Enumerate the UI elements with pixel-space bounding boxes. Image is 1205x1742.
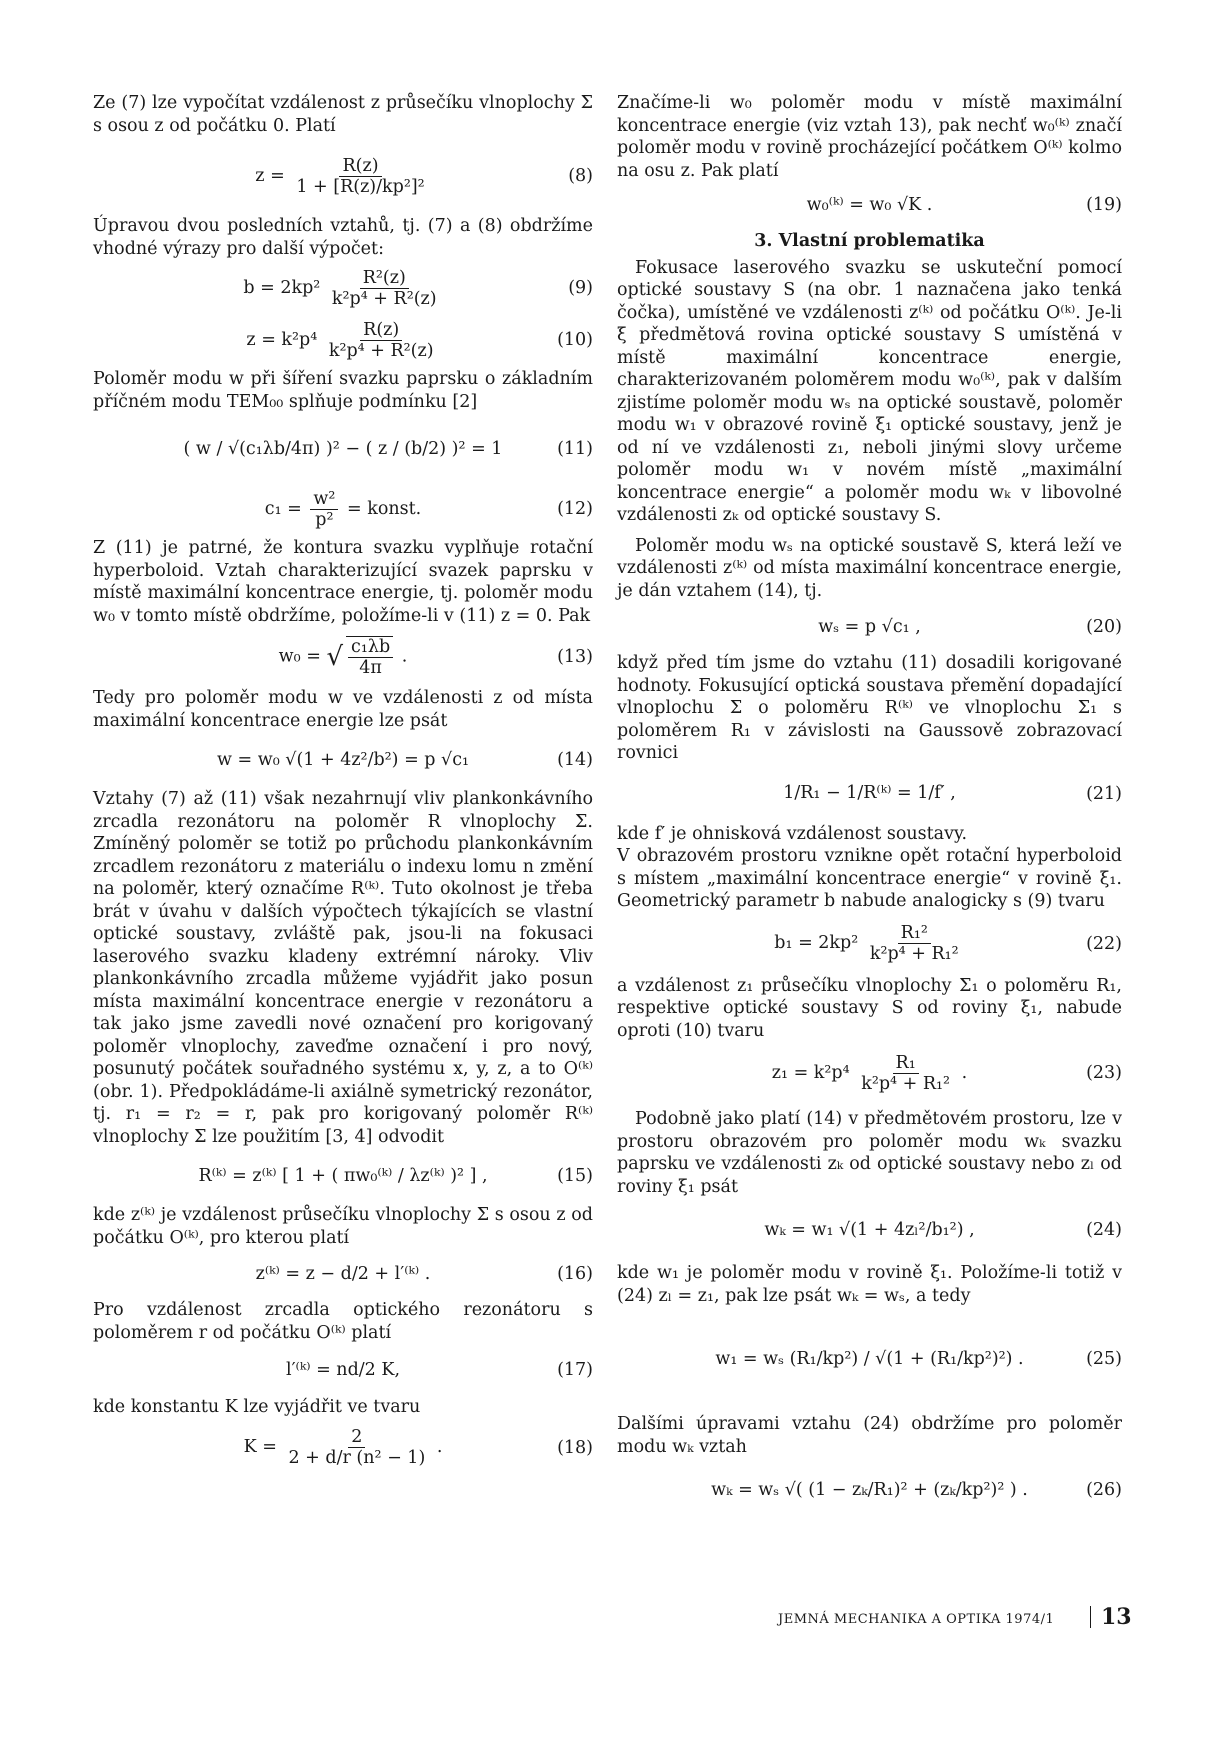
section-heading: 3. Vlastní problematika [754, 231, 985, 251]
paragraph: Poloměr modu wₛ na optické soustavě S, která leží ve vzdálenosti z⁽ᵏ⁾ od místa maximální koncentrace energie, je dán vztahem (14), tj. [617, 535, 1122, 601]
equation-9: b = 2kp² $\frac{\text{R²(z)}}{\text{k²p⁴ + R²(z)}}$ (9) [243, 267, 593, 309]
paragraph: Podobně jako platí (14) v předmětovém prostoru, lze v prostoru obrazovém pro poloměr modu wₖ svazku paprsku ve vzdálenosti zₖ od optické soustavy nebo zₗ od roviny ξ₁ psát [617, 1109, 1122, 1197]
paragraph: Značíme-li w₀ poloměr modu v místě maximální koncentrace energie (viz vztah 13), pak nechť w₀⁽ᵏ⁾ značí poloměr modu v rovině procházející počátkem O⁽ᵏ⁾ kolmo na osu z. Pak platí [617, 93, 1122, 181]
equation-19: w₀⁽ᵏ⁾ = w₀ √K . (19) [806, 194, 1122, 215]
equation-26: wₖ = wₛ √( (1 − zₖ/R₁)² + (zₖ/kp²)² ) . (26) [711, 1479, 1122, 1500]
paragraph: Vztahy (7) až (11) však nezahrnují vliv plankonkávního zrcadla rezonátoru na poloměr R vlnoplochy Σ. Zmíněný poloměr se totiž po průchodu plankonkávním zrcadlem rezonátoru z materiálu o indexu lomu n změní na poloměr, který označíme R⁽ᵏ⁾. Tuto okolnost je třeba brát v úvahu v dalších výpočtech týkajících se vlastní optické soustavy, zvláště pak, jsou-li na fokusaci laserového svazku kladeny extrémní nároky. Vliv plankonkávního zrcadla můžeme vyjádřit jako posun místa maximální koncentrace energie v rezonátoru a tak jako jsme zavedli nové označení pro korigovaný poloměr vlnoplochy, zaveďme označení i pro nový, posunutý počátek souřadného systému x, y, z, a to O⁽ᵏ⁾ (obr. 1). Předpokládáme-li axiálně symetrický rezonátor, tj. r₁ = r₂ = r, pak pro korigovaný poloměr R⁽ᵏ⁾ vlnoplochy Σ lze použitím [3, 4] odvodit [93, 789, 593, 1147]
paragraph: kde f′ je ohnisková vzdálenost soustavy. [617, 823, 968, 844]
paragraph: V obrazovém prostoru vznikne opět rotační hyperboloid s místem „maximální koncentrace energie“ v rovině ξ₁. Geometrický parametr b nabude analogicky s (9) tvaru [617, 846, 1122, 911]
paragraph: Úpravou dvou posledních vztahů, tj. (7) a (8) obdržíme vhodné výrazy pro další výpočet: [93, 216, 593, 259]
paragraph: Z (11) je patrné, že kontura svazku vyplňuje rotační hyperboloid. Vztah charakterizující svazek paprsku v místě maximální koncentrace energie, tj. poloměr modu w₀ v tomto místě obdržíme, položíme-li v (11) z = 0. Pak [93, 538, 593, 626]
paragraph: Poloměr modu w při šíření svazku paprsku o základním příčném modu TEM₀₀ splňuje podmínku [2] [93, 369, 593, 412]
left-column [93, 92, 593, 1477]
paragraph: Ze (7) lze vypočítat vzdálenost z průsečíku vlnoplochy Σ s osou z od počátku 0. Platí [93, 93, 593, 136]
footer-divider [1090, 1606, 1091, 1628]
equation-number: (8) [568, 165, 593, 186]
paragraph: Dalšími úpravami vztahu (24) obdržíme pro poloměr modu wₖ vztah [617, 1414, 1122, 1457]
equation-23: z₁ = k²p⁴ $\frac{\text{R₁}}{\text{k²p⁴ + R₁²}}$ . (23) [771, 1052, 1122, 1094]
equation-8: z = $\frac{R(z)}{\text{1 + [R(z)/kp²]²}}$ (8) [255, 155, 593, 197]
paragraph: kde z⁽ᵏ⁾ je vzdálenost průsečíku vlnoplochy Σ s osou z od počátku O⁽ᵏ⁾, pro kterou platí [93, 1205, 593, 1248]
equation-22: b₁ = 2kp² $\frac{\text{R₁²}}{\text{k²p⁴ + R₁²}}$ (22) [774, 923, 1122, 964]
paragraph: Fokusace laserového svazku se uskuteční pomocí optické soustavy S (na obr. 1 naznačena jako tenká čočka), umístěné ve vzdálenosti z⁽ᵏ⁾ od počátku O⁽ᵏ⁾. Je-li ξ předmětová rovina optické soustavy S umístěná v místě maximální koncentrace energie, charakterizovaném poloměrem modu w₀⁽ᵏ⁾, pak v dalším zjistíme poloměr modu wₛ na optické soustavě, poloměr modu w₁ v obrazové rovině ξ₁ optické soustavy, jenž je od ní ve vzdálenosti z₁, neboli jinými slovy určeme poloměr modu w₁ v novém místě „maximální koncentrace energie“ a poloměr modu wₖ v libovolné vzdálenosti zₖ od optické soustavy S. [617, 257, 1122, 525]
paragraph: Pro vzdálenost zrcadla optického rezonátoru s poloměrem r od počátku O⁽ᵏ⁾ platí [93, 1300, 593, 1343]
paragraph: a vzdálenost z₁ průsečíku vlnoplochy Σ₁ o poloměru R₁, respektive optické soustavy S od roviny ξ₁, nabude oproti (10) tvaru [617, 975, 1122, 1041]
equation-11: ( w / √(c₁λb/4π) )² − ( z / (b/2) )² = 1 (11) [183, 438, 593, 459]
paragraph: když před tím jsme do vztahu (11) dosadili korigované hodnoty. Fokusující optická soustava přemění dopadající vlnoplochu Σ o poloměru R⁽ᵏ⁾ ve vlnoplochu Σ₁ s poloměrem R₁ v závislosti na Gaussově zobrazovací rovnici [617, 653, 1122, 763]
equation-24: wₖ = w₁ √(1 + 4zₗ²/b₁²) , (24) [764, 1219, 1122, 1240]
journal-footer: JEMNÁ MECHANIKA A OPTIKA 1974/1 [778, 1612, 1055, 1627]
page-number: 13 [1101, 1604, 1132, 1630]
paragraph: Tedy pro poloměr modu w ve vzdálenosti z od místa maximální koncentrace energie lze psát [93, 688, 593, 731]
equation-13: w₀ = √ $\frac{\text{c₁λb}}{4\pi}$ . (13) [278, 637, 593, 678]
paragraph: kde w₁ je poloměr modu v rovině ξ₁. Položíme-li totiž v (24) zₗ = z₁, pak lze psát wₖ = wₛ, a tedy [617, 1263, 1122, 1306]
equation-12: c₁ = $\frac{\text{w²}}{\text{p²}}$ = konst. (12) [264, 488, 593, 530]
equation-21: 1/R₁ − 1/R⁽ᵏ⁾ = 1/f′ , (21) [783, 783, 1122, 804]
equation-18: K = $\frac{2}{\text{2 + d/r (n² − 1)}}$ . (18) [243, 1427, 593, 1468]
equation-15: R⁽ᵏ⁾ = z⁽ᵏ⁾ [ 1 + ( πw₀⁽ᵏ⁾ / λz⁽ᵏ⁾ )² ] , (15) [198, 1165, 593, 1186]
equation-25: w₁ = wₛ (R₁/kp²) / √(1 + (R₁/kp²)²) . (25) [715, 1348, 1122, 1369]
paragraph: kde konstantu K lze vyjádřit ve tvaru [93, 1397, 421, 1417]
equation-16: z⁽ᵏ⁾ = z − d/2 + l′⁽ᵏ⁾ . (16) [255, 1263, 593, 1284]
right-column [617, 92, 1122, 1522]
equation-17: l′⁽ᵏ⁾ = nd/2 K, (17) [285, 1359, 593, 1380]
equation-10: z = k²p⁴ $\frac{R(z)}{\text{k²p⁴ + R²(z)}}$ (10) [246, 319, 593, 361]
equation-14: w = w₀ √(1 + 4z²/b²) = p √c₁ (14) [216, 749, 593, 770]
equation-20: wₛ = p √c₁ , (20) [818, 616, 1122, 637]
